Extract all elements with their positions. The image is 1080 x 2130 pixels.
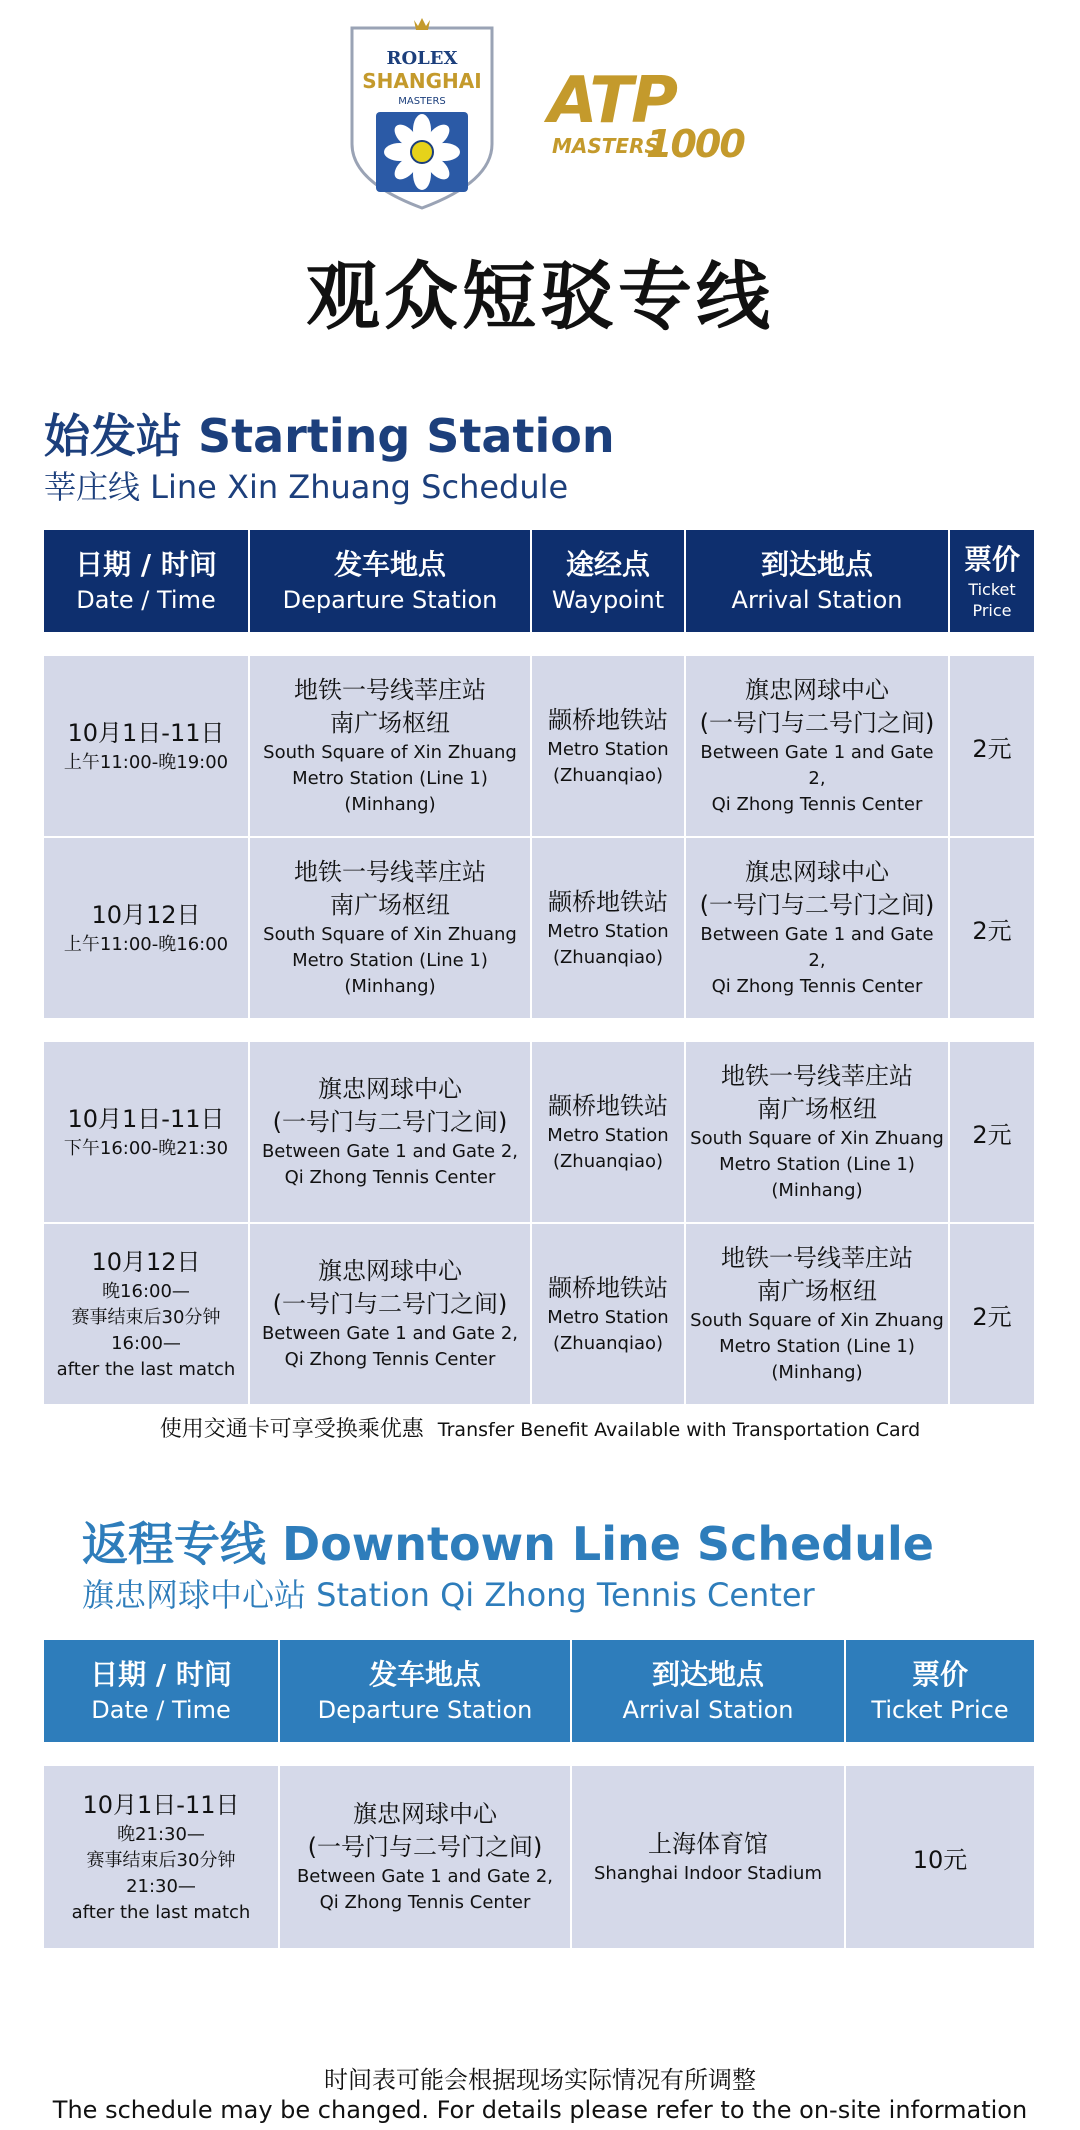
section1-subtitle: 莘庄线 Line Xin Zhuang Schedule: [44, 468, 569, 506]
rolex-shanghai-masters-logo: [342, 14, 502, 212]
arrival-cell: 旗忠网球中心 (一号门与二号门之间) Between Gate 1 and Gate 2, Qi Zhong Tennis Center: [686, 656, 950, 838]
footer-note-cn: 时间表可能会根据现场实际情况有所调整: [324, 2066, 756, 2094]
date-cell: 10月1日-11日 晚21:30— 赛事结束后30分钟 21:30— after the last match: [44, 1766, 280, 1950]
header-departure: 发车地点 Departure Station: [250, 530, 532, 632]
header-price: 票价 Ticket Price: [846, 1640, 1034, 1742]
price-cell: 2元: [950, 1224, 1034, 1406]
waypoint-cell: 颛桥地铁站 Metro Station (Zhuanqiao): [532, 656, 686, 838]
section1-title: 始发站 Starting Station: [44, 409, 615, 463]
header-arrival: 到达地点 Arrival Station: [686, 530, 950, 632]
transfer-note-en: Transfer Benefit Available with Transportation Card: [437, 1419, 921, 1441]
waypoint-cell: 颛桥地铁站 Metro Station (Zhuanqiao): [532, 1042, 686, 1224]
rolex-event-text: SHANGHAI: [362, 69, 482, 93]
section2-title: 返程专线 Downtown Line Schedule: [82, 1517, 934, 1571]
page-title: 观众短驳专线: [306, 254, 774, 340]
departure-cell: 旗忠网球中心 (一号门与二号门之间) Between Gate 1 and Gate 2, Qi Zhong Tennis Center: [250, 1042, 532, 1224]
starting-station-table-header: [44, 530, 1034, 632]
arrival-cell: 地铁一号线莘庄站 南广场枢纽 South Square of Xin Zhuang Metro Station (Line 1) (Minhang): [686, 1224, 950, 1406]
return-schedule-table: [44, 1042, 1034, 1406]
table-row: [44, 656, 1034, 838]
date-cell: 10月12日 上午11:00-晚16:00: [44, 838, 250, 1020]
price-cell: 2元: [950, 656, 1034, 838]
header-price: 票价 Ticket Price: [950, 530, 1034, 632]
table-header-row: [44, 1640, 1034, 1742]
downtown-table-header: [44, 1640, 1034, 1742]
table-header-row: [44, 530, 1034, 632]
rolex-sub-text: MASTERS: [398, 96, 446, 107]
arrival-cell: 上海体育馆 Shanghai Indoor Stadium: [572, 1766, 846, 1950]
outbound-schedule-table: [44, 656, 1034, 1020]
transfer-note-cn: 使用交通卡可享受换乘优惠: [159, 1417, 424, 1442]
arrival-cell: 旗忠网球中心 (一号门与二号门之间) Between Gate 1 and Gate 2, Qi Zhong Tennis Center: [686, 838, 950, 1020]
departure-cell: 旗忠网球中心 (一号门与二号门之间) Between Gate 1 and Gate 2, Qi Zhong Tennis Center: [250, 1224, 532, 1406]
price-cell: 10元: [846, 1766, 1034, 1950]
date-cell: 10月1日-11日 下午16:00-晚21:30: [44, 1042, 250, 1224]
price-cell: 2元: [950, 838, 1034, 1020]
atp-1000-text: 1000: [646, 122, 744, 166]
arrival-cell: 地铁一号线莘庄站 南广场枢纽 South Square of Xin Zhuang Metro Station (Line 1) (Minhang): [686, 1042, 950, 1224]
header-waypoint: 途经点 Waypoint: [532, 530, 686, 632]
atp-letters: ATP: [548, 64, 676, 138]
waypoint-cell: 颛桥地铁站 Metro Station (Zhuanqiao): [532, 1224, 686, 1406]
table-row: [44, 1766, 1034, 1950]
date-cell: 10月12日 晚16:00— 赛事结束后30分钟 16:00— after the last match: [44, 1224, 250, 1406]
section2-subtitle: 旗忠网球中心站 Station Qi Zhong Tennis Center: [82, 1576, 815, 1614]
table-row: [44, 1042, 1034, 1224]
table-row: [44, 838, 1034, 1020]
rolex-brand-text: ROLEX: [386, 48, 458, 69]
departure-cell: 地铁一号线莘庄站 南广场枢纽 South Square of Xin Zhuang Metro Station (Line 1) (Minhang): [250, 656, 532, 838]
price-cell: 2元: [950, 1042, 1034, 1224]
footer-note-en: The schedule may be changed. For details please refer to the on-site information: [52, 2096, 1028, 2124]
transfer-note: [0, 1412, 1080, 1443]
atp-masters-1000-logo: [548, 58, 748, 178]
departure-cell: 地铁一号线莘庄站 南广场枢纽 South Square of Xin Zhuang Metro Station (Line 1) (Minhang): [250, 838, 532, 1020]
header-date: 日期 / 时间 Date / Time: [44, 1640, 280, 1742]
logo-area: [0, 14, 1080, 214]
table-row: [44, 1224, 1034, 1406]
header-departure: 发车地点 Departure Station: [280, 1640, 572, 1742]
date-cell: 10月1日-11日 上午11:00-晚19:00: [44, 656, 250, 838]
atp-masters-text: MASTERS: [552, 134, 659, 158]
header-arrival: 到达地点 Arrival Station: [572, 1640, 846, 1742]
waypoint-cell: 颛桥地铁站 Metro Station (Zhuanqiao): [532, 838, 686, 1020]
departure-cell: 旗忠网球中心 (一号门与二号门之间) Between Gate 1 and Gate 2, Qi Zhong Tennis Center: [280, 1766, 572, 1950]
downtown-schedule-table: [44, 1766, 1034, 1950]
header-date: 日期 / 时间 Date / Time: [44, 530, 250, 632]
